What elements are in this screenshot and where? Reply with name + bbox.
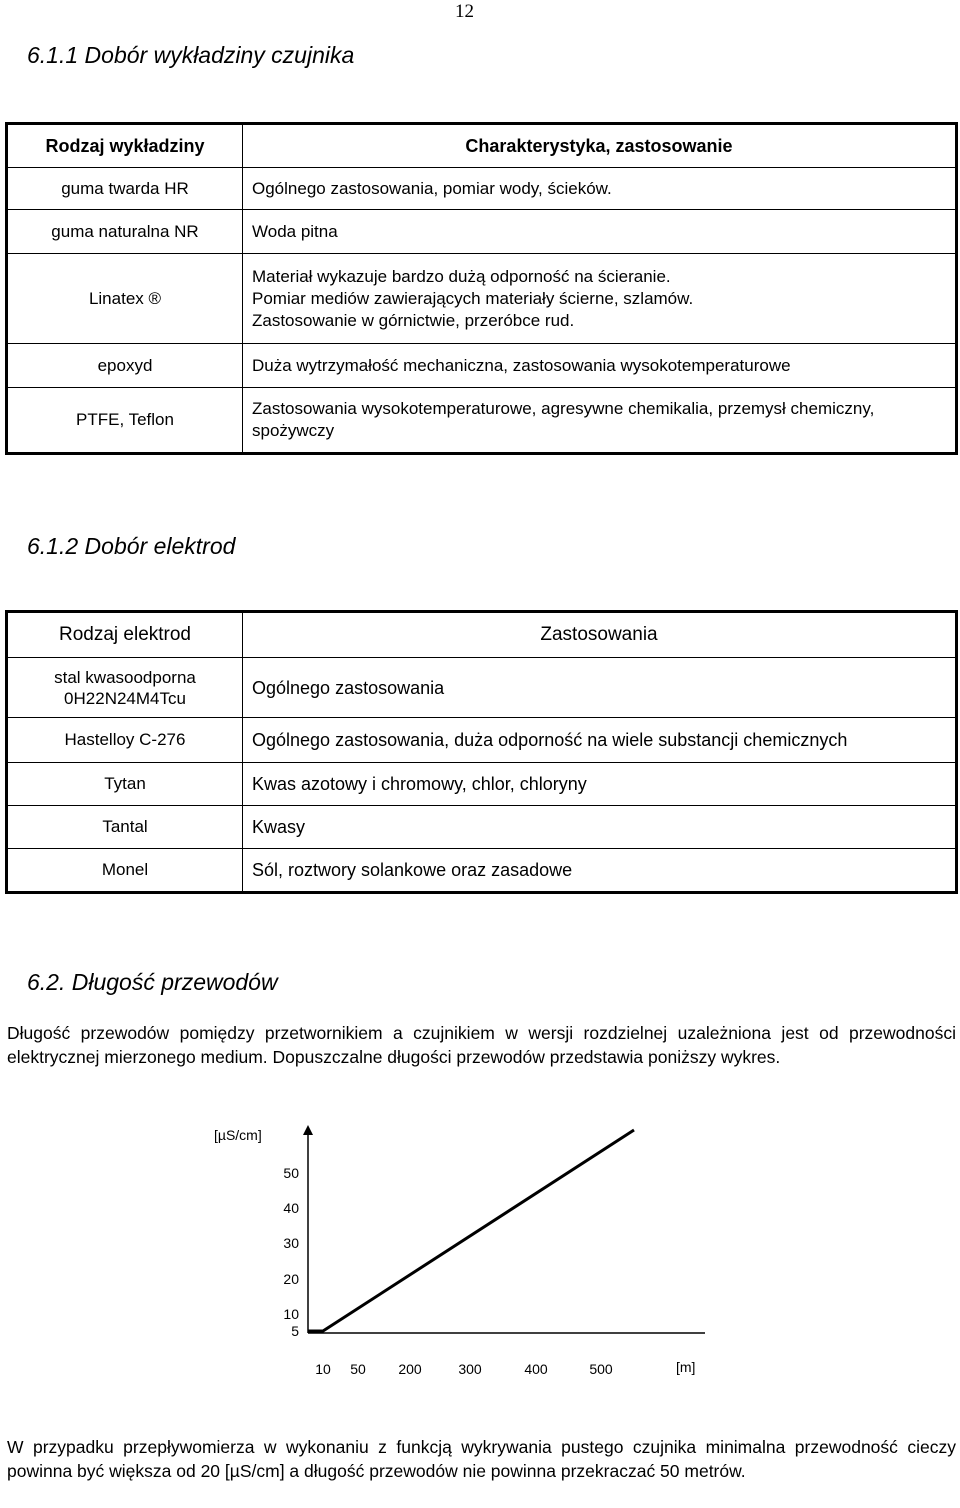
y-tick-label: 5 (291, 1323, 299, 1339)
table-row (7, 849, 957, 893)
y-tick-labels (283, 1165, 299, 1339)
electrode-type: Tytan (7, 763, 243, 806)
lining-type: PTFE, Teflon (7, 388, 243, 454)
table-row (7, 388, 957, 454)
footer-paragraph: W przypadku przepływomierza w wykonaniu z funkcją wykrywania pustego czujnika minimalna przewodność cieczy powinna być większa od 20 [µS/cm] a długość przewodów nie powinna przekraczać 50 metrów. (7, 1437, 956, 1481)
x-tick-label: 300 (458, 1361, 482, 1377)
electrode-type: Hastelloy C-276 (7, 718, 243, 763)
y-axis-label: [µS/cm] (214, 1127, 262, 1143)
lining-type: Linatex ® (7, 254, 243, 344)
cable-length-chart (0, 1110, 960, 1400)
electrodes-table (5, 610, 958, 894)
y-tick-label: 30 (283, 1235, 299, 1251)
electrode-desc: Kwasy (243, 806, 957, 849)
electrode-type: Tantal (7, 806, 243, 849)
lining-table (5, 122, 958, 455)
x-tick-label: 50 (350, 1361, 366, 1377)
electrode-desc: Sól, roztwory solankowe oraz zasadowe (243, 849, 957, 893)
section-heading-sensor-lining: 6.1.1 Dobór wykładziny czujnika (27, 42, 355, 68)
electrode-desc: Ogólnego zastosowania, duża odporność na wiele substancji chemicznych (243, 718, 957, 763)
col-header-electrode-type: Rodzaj elektrod (7, 612, 243, 658)
series-line (308, 1130, 634, 1331)
page-number: 12 (455, 1, 474, 22)
lining-type: guma naturalna NR (7, 210, 243, 254)
lining-desc: Woda pitna (243, 210, 957, 254)
section-heading-electrodes: 6.1.2 Dobór elektrod (27, 533, 236, 559)
x-axis-label: [m] (676, 1359, 696, 1375)
lining-desc: Zastosowania wysokotemperaturowe, agresywne chemikalia, przemysł chemiczny, spożywczy (243, 388, 957, 454)
table-row (7, 254, 957, 344)
col-header-lining-type: Rodzaj wykładziny (7, 124, 243, 168)
lining-type: guma twarda HR (7, 168, 243, 210)
lining-desc: Duża wytrzymałość mechaniczna, zastosowania wysokotemperaturowe (243, 344, 957, 388)
table-row (7, 658, 957, 718)
lining-type: epoxyd (7, 344, 243, 388)
col-header-applications: Zastosowania (243, 612, 957, 658)
series-lines (308, 1130, 634, 1331)
x-tick-label: 10 (315, 1361, 331, 1377)
lining-desc: Materiał wykazuje bardzo dużą odporność na ścieranie. Pomiar mediów zawierających materiały ścierne, szlamów. Zastosowanie w górnictwie, przeróbce rud. (243, 254, 957, 344)
table-row (7, 763, 957, 806)
table-header-row (7, 124, 957, 168)
table-row (7, 210, 957, 254)
cable-length-paragraph: Długość przewodów pomiędzy przetwornikiem a czujnikiem w wersji rozdzielnej uzależniona jest od przewodności elektrycznej mierzonego medium. Dopuszczalne długości przewodów przedstawia poniższy wykres. (7, 1023, 956, 1067)
electrode-desc: Ogólnego zastosowania (243, 658, 957, 718)
electrode-type: stal kwasoodporna 0H22N24M4Tcu (7, 658, 243, 718)
table-row (7, 344, 957, 388)
y-tick-label: 50 (283, 1165, 299, 1181)
col-header-characteristics: Charakterystyka, zastosowanie (243, 124, 957, 168)
table-row (7, 168, 957, 210)
table-header-row (7, 612, 957, 658)
x-tick-labels (315, 1361, 613, 1377)
y-tick-label: 20 (283, 1271, 299, 1287)
table-row (7, 806, 957, 849)
y-tick-label: 40 (283, 1200, 299, 1216)
x-tick-label: 400 (524, 1361, 548, 1377)
x-tick-label: 500 (589, 1361, 613, 1377)
electrode-type: Monel (7, 849, 243, 893)
lining-desc: Ogólnego zastosowania, pomiar wody, ścieków. (243, 168, 957, 210)
section-heading-cable-length: 6.2. Długość przewodów (27, 969, 278, 995)
electrode-desc: Kwas azotowy i chromowy, chlor, chloryny (243, 763, 957, 806)
table-row (7, 718, 957, 763)
y-tick-label: 10 (283, 1306, 299, 1322)
x-tick-label: 200 (398, 1361, 422, 1377)
